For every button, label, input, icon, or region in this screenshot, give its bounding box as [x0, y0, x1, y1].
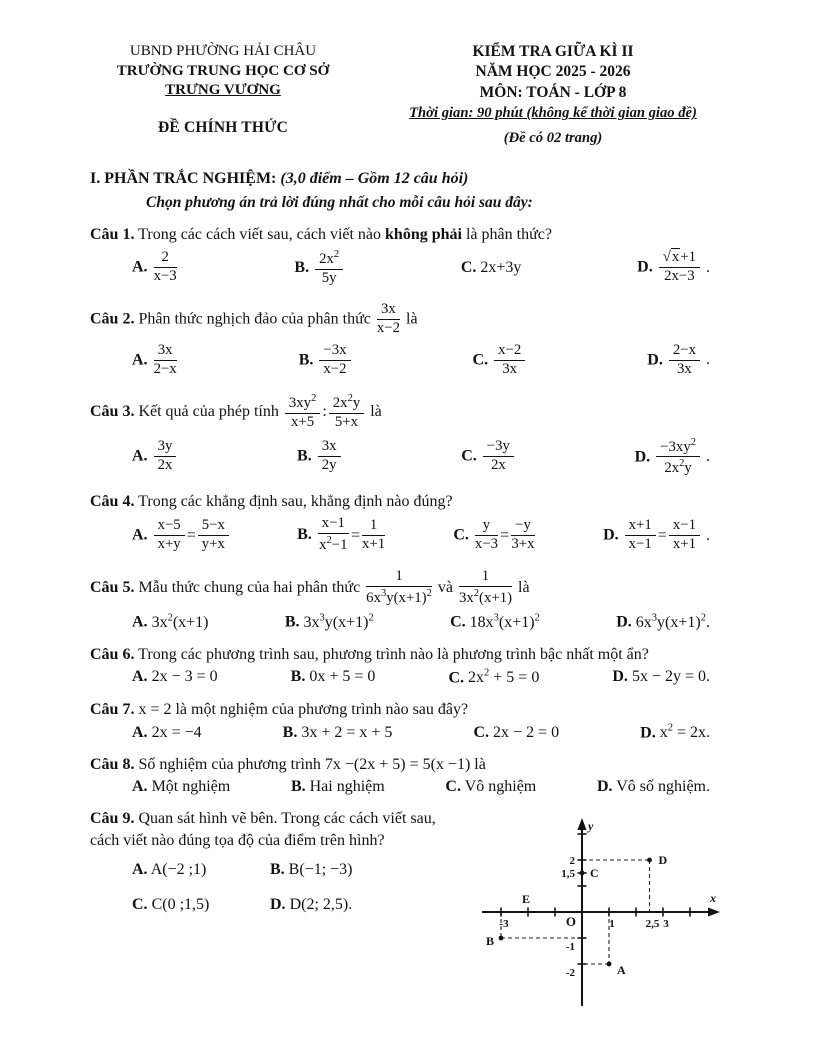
options-row	[90, 512, 748, 556]
fraction: $\frac{x-1}{x+1}$	[669, 518, 700, 553]
point-D	[647, 858, 652, 863]
answer-option-B: B. B(−1; −3)	[270, 860, 353, 878]
answer-option-D: D. $\frac{x+1}{x-1}$ = $\frac{x-1}{x+1}$ .	[603, 516, 710, 552]
question-3	[90, 392, 748, 480]
question-text: Câu 5. Mẫu thức chung của hai phân thức $\frac{1}{6x^3y(x+1)^2}$ và $\frac{1}{3x^2(x+1)}$ là	[90, 568, 530, 607]
fraction: $\frac{3x}{2y}$	[318, 439, 341, 474]
answer-option-A: A. $3x^2(x+1)$	[132, 612, 209, 631]
y-axis-label: y	[588, 819, 594, 834]
answer-option-D: D. D(2; 2,5).	[270, 895, 353, 913]
exam-code: ĐỀ CHÍNH THỨC	[157, 118, 289, 136]
pages-note: (Đề có 02 trang)	[503, 129, 603, 146]
school-name-line2: TRƯNG VƯƠNG	[165, 82, 281, 98]
question-number: Câu 3.	[90, 402, 135, 420]
fraction: $\frac{2-x}{3x}$	[669, 343, 700, 378]
sqrt-expression: √x	[662, 249, 680, 266]
options-grid	[132, 861, 452, 914]
xy-plane-svg	[460, 810, 740, 1018]
y-tick-label: 1,5	[561, 868, 575, 881]
time-allowed: Thời gian: 90 phút (không kể thời gian giao đề)	[409, 105, 697, 122]
answer-option-B: B. Hai nghiệm	[290, 778, 385, 796]
answer-option-D: D. $\frac{√x+1}{2x-3}$ .	[637, 249, 710, 285]
fraction: $\frac{5-x}{y+x}$	[198, 518, 229, 553]
x-axis-label: x	[710, 891, 716, 906]
options-row	[90, 433, 748, 480]
answer-option-A: A. A(−2 ;1)	[132, 860, 207, 878]
answer-option-A: A. 2x = −4	[132, 723, 202, 741]
answer-option-C: C. Vô nghiệm	[445, 778, 537, 796]
fraction: $\frac{-3xy^2}{2x^2y}$	[656, 437, 700, 478]
point-label-E: E	[521, 892, 531, 907]
answer-option-D: D. $\frac{-3xy^2}{2x^2y}$ .	[634, 436, 710, 477]
question-9	[90, 808, 748, 1018]
question-7	[90, 699, 748, 742]
answer-option-C: C. 2x − 2 = 0	[473, 723, 560, 741]
x-tick-label: 3	[663, 918, 669, 931]
section-title-note: (3,0 điểm – Gồm 12 câu hỏi)	[276, 169, 469, 187]
school-name-line1: TRƯỜNG TRUNG HỌC CƠ SỞ	[116, 62, 330, 79]
question-1	[90, 224, 748, 289]
point-C	[580, 871, 585, 876]
question-text: Câu 7. x = 2 là một nghiệm của phương trình nào sau đây?	[90, 700, 469, 718]
answer-option-A: A. 2x − 3 = 0	[132, 668, 218, 686]
questions-list	[90, 224, 748, 1019]
fraction: $\frac{x-2}{3x}$	[494, 343, 525, 378]
answer-option-C: C. $2x^2 + 5 = 0$	[448, 667, 540, 686]
options-row	[90, 245, 748, 289]
question-5	[90, 568, 748, 631]
school-year: NĂM HỌC 2025 - 2026	[475, 63, 631, 81]
point-label-C: C	[590, 866, 599, 881]
fraction: $\frac{1}{x+1}$	[361, 516, 386, 552]
answer-option-A: A. $\frac{2}{x-3}$	[132, 249, 177, 285]
y-tick-label: -1	[565, 941, 575, 954]
fraction: $\frac{2x^2y}{5+x}$	[329, 393, 364, 431]
options-row	[90, 339, 748, 380]
answer-option-A: A. $\frac{x-5}{x+y}$ = $\frac{5-x}{y+x}$	[132, 517, 231, 555]
fraction: $\frac{2x^2}{5y}$	[315, 249, 343, 287]
coordinate-figure	[452, 808, 748, 1018]
answer-option-B: B. 3x + 2 = x + 5	[282, 723, 393, 741]
question-text: Câu 4. Trong các khẳng định sau, khẳng định nào đúng?	[90, 493, 453, 511]
options-row	[90, 665, 748, 687]
answer-option-B: B. $\frac{x-1}{x^2-1}$ = $\frac{1}{x+1}$	[297, 515, 386, 554]
fraction: $\frac{1}{3x^2(x+1)}$	[458, 568, 513, 607]
fraction: $\frac{3xy^2}{x+5}$	[285, 393, 320, 431]
section-heading	[90, 170, 748, 188]
options-row	[90, 720, 748, 742]
answer-option-A: A. $\frac{3y}{2x}$	[132, 438, 178, 476]
point-label-A: A	[617, 963, 626, 978]
question-number: Câu 9.	[90, 810, 135, 828]
answer-option-C: C. $\frac{y}{x-3}$ = $\frac{-y}{3+x}$	[453, 516, 535, 552]
fraction: $\frac{y}{x-3}$	[474, 516, 499, 552]
issuing-authority: UBND PHƯỜNG HẢI CHÂU	[129, 43, 317, 59]
answer-option-D: D. $\frac{2-x}{3x}$ .	[647, 341, 710, 377]
answer-option-D: D. 5x − 2y = 0.	[612, 668, 710, 686]
question-6	[90, 644, 748, 687]
fraction: $\frac{x-1}{x^2-1}$	[319, 515, 348, 554]
question-text: Câu 9. Quan sát hình vẽ bên. Trong các cách viết sau, cách viết nào đúng tọa độ của điểm trên hình?	[90, 810, 436, 849]
fraction: $\frac{-y}{3+x}$	[511, 516, 535, 552]
question-number: Câu 1.	[90, 225, 135, 243]
question-text: Câu 6. Trong các phương trình sau, phương trình nào là phương trình bậc nhất một ẩn?	[90, 645, 649, 663]
x-tick-label: 2,5	[645, 918, 660, 931]
fraction: $\frac{x+1}{x-1}$	[625, 518, 656, 553]
question-9-text-block	[90, 808, 452, 913]
subject-grade: MÔN: TOÁN - LỚP 8	[479, 83, 627, 101]
question-number: Câu 2.	[90, 310, 135, 328]
answer-option-D: D. $6x^3y(x+1)^2$.	[616, 612, 710, 631]
fraction: $\frac{3x}{2-x}$	[153, 341, 177, 377]
options-row	[90, 609, 748, 631]
question-number: Câu 8.	[90, 756, 135, 774]
fraction: $\frac{3y}{2x}$	[154, 439, 177, 474]
question-text: Câu 8. Số nghiệm của phương trình 7x −(2x + 5) = 5(x −1) là	[90, 756, 486, 774]
point-label-D: D	[658, 853, 668, 868]
y-axis-arrow	[578, 818, 587, 830]
answer-option-A: A. Một nghiệm	[132, 778, 231, 796]
answer-option-C: C. $18x^3(x+1)^2$	[450, 612, 540, 631]
question-number: Câu 4.	[90, 493, 135, 511]
question-2	[90, 301, 748, 380]
answer-option-A: A. $\frac{3x}{2-x}$	[132, 341, 177, 377]
fraction: $\frac{-3x}{x-2}$	[319, 343, 350, 378]
question-text: Câu 3. Kết quả của phép tính $\frac{3xy^2}{x+5}$ : $\frac{2x^2y}{5+x}$ là	[90, 392, 382, 430]
question-number: Câu 6.	[90, 645, 135, 663]
fraction: $\frac{√x+1}{2x-3}$	[659, 250, 700, 285]
question-text: Câu 2. Phân thức nghịch đảo của phân thức $\frac{3x}{x-2}$ là	[90, 300, 418, 336]
header-school-block	[90, 42, 356, 138]
header-exam-block	[358, 42, 748, 148]
y-tick-label: 2	[569, 855, 575, 868]
section-instruction: Chọn phương án trả lời đúng nhất cho mỗi câu hỏi sau đây:	[146, 193, 533, 211]
question-text: Câu 1. Trong các cách viết sau, cách viết nào không phải là phân thức?	[90, 225, 552, 243]
point-A	[607, 962, 612, 967]
point-B	[499, 936, 504, 941]
question-4	[90, 491, 748, 556]
answer-option-D: D. $x^2 = 2x$.	[640, 723, 710, 742]
section-title: I. PHẦN TRẮC NGHIỆM:	[90, 169, 277, 187]
fraction: $\frac{2}{x-3}$	[153, 249, 177, 285]
fraction: $\frac{-3y}{2x}$	[483, 439, 514, 474]
answer-option-B: B. $\frac{3x}{2y}$	[297, 438, 342, 476]
y-tick-label: -2	[565, 967, 575, 980]
x-tick-label: 1	[609, 918, 615, 931]
question-number: Câu 7.	[90, 700, 135, 718]
origin-label: O	[565, 914, 576, 930]
question-number: Câu 5.	[90, 579, 135, 597]
x-axis-arrow	[708, 908, 720, 917]
x-tick-label: -3	[499, 918, 509, 931]
fraction: $\frac{3x}{x-2}$	[376, 300, 400, 336]
answer-option-C: C. 2x+3y	[460, 259, 522, 277]
point-label-B: B	[485, 934, 494, 949]
answer-option-B: B. $3x^3y(x+1)^2$	[284, 612, 374, 631]
answer-option-C: C. C(0 ;1,5)	[132, 895, 210, 913]
exam-header	[90, 42, 748, 148]
options-row	[90, 775, 748, 796]
answer-option-C: C. $\frac{-3y}{2x}$	[461, 438, 516, 476]
answer-option-B: B. $\frac{-3x}{x-2}$	[299, 342, 353, 380]
answer-option-D: D. Vô số nghiệm.	[596, 778, 710, 796]
answer-option-B: B. 0x + 5 = 0	[290, 668, 376, 686]
exam-title: KIỂM TRA GIỮA KÌ II	[472, 43, 634, 60]
answer-option-C: C. $\frac{x-2}{3x}$	[473, 342, 528, 380]
fraction: $\frac{x-5}{x+y}$	[154, 518, 185, 553]
answer-option-B: B. $\frac{2x^2}{5y}$	[294, 248, 345, 289]
question-8	[90, 754, 748, 796]
fraction: $\frac{1}{6x^3y(x+1)^2}$	[366, 568, 432, 607]
